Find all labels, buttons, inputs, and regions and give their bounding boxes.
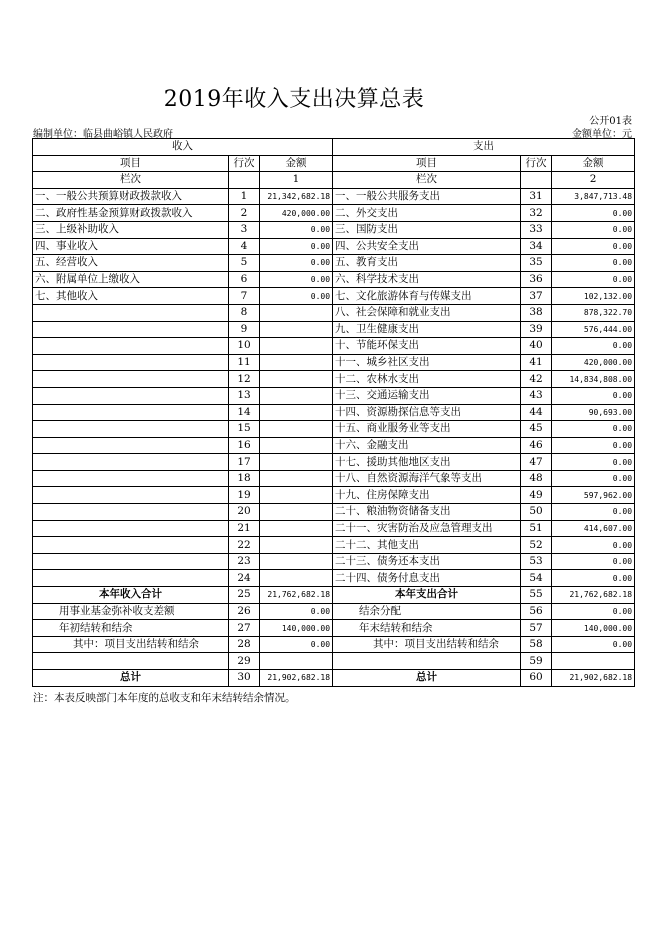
expense-summary-item: 结余分配 xyxy=(333,603,521,620)
income-row-no: 3 xyxy=(229,221,260,238)
income-amount xyxy=(260,338,333,355)
income-amount: 0.00 xyxy=(260,221,333,238)
income-summary-row-no: 25 xyxy=(229,587,260,604)
footnote: 注：本表反映部门本年度的总收支和年末结转结余情况。 xyxy=(33,692,296,704)
income-item: 七、其他收入 xyxy=(33,288,229,305)
table-row xyxy=(33,520,635,537)
income-summary-amount xyxy=(260,653,333,670)
income-item xyxy=(33,354,229,371)
expense-item: 三、国防支出 xyxy=(333,221,521,238)
expense-amount: 0.00 xyxy=(552,537,635,554)
income-summary-row-no: 27 xyxy=(229,620,260,637)
expense-item: 十二、农林水支出 xyxy=(333,371,521,388)
expense-item: 九、卫生健康支出 xyxy=(333,321,521,338)
income-col-item: 项目 xyxy=(33,155,229,172)
compiling-unit: 编制单位：临县曲峪镇人民政府 xyxy=(33,129,173,140)
budget-table xyxy=(32,138,635,687)
income-row-no: 20 xyxy=(229,504,260,521)
income-col-row: 行次 xyxy=(229,155,260,172)
table-row xyxy=(33,304,635,321)
income-amount xyxy=(260,520,333,537)
income-item xyxy=(33,487,229,504)
summary-row xyxy=(33,587,635,604)
expense-item: 十三、交通运输支出 xyxy=(333,387,521,404)
income-amount: 0.00 xyxy=(260,288,333,305)
income-summary-item xyxy=(33,653,229,670)
income-item xyxy=(33,470,229,487)
expense-amount: 3,847,713.48 xyxy=(552,188,635,205)
income-item xyxy=(33,437,229,454)
income-item xyxy=(33,338,229,355)
expense-summary-amount: 140,000.00 xyxy=(552,620,635,637)
table-row xyxy=(33,321,635,338)
expense-item: 二十一、灾害防治及应急管理支出 xyxy=(333,520,521,537)
table-row xyxy=(33,421,635,438)
expense-amount: 0.00 xyxy=(552,437,635,454)
income-amount xyxy=(260,570,333,587)
expense-amount: 0.00 xyxy=(552,454,635,471)
table-row xyxy=(33,338,635,355)
income-row-no: 8 xyxy=(229,304,260,321)
expense-summary-amount: 21,902,682.18 xyxy=(552,670,635,687)
income-row-no: 5 xyxy=(229,255,260,272)
expense-item: 十、节能环保支出 xyxy=(333,338,521,355)
expense-amount: 90,693.00 xyxy=(552,404,635,421)
expense-amount: 0.00 xyxy=(552,470,635,487)
table-row xyxy=(33,537,635,554)
expense-row-no: 36 xyxy=(521,271,552,288)
expense-summary-item: 总计 xyxy=(333,670,521,687)
expense-item: 六、科学技术支出 xyxy=(333,271,521,288)
expense-item: 二十二、其他支出 xyxy=(333,537,521,554)
expense-row-no: 40 xyxy=(521,338,552,355)
income-item: 六、附属单位上缴收入 xyxy=(33,271,229,288)
income-row-no: 2 xyxy=(229,205,260,222)
expense-summary-amount: 0.00 xyxy=(552,603,635,620)
income-item xyxy=(33,520,229,537)
income-item xyxy=(33,553,229,570)
expense-amount: 14,834,808.00 xyxy=(552,371,635,388)
table-row xyxy=(33,437,635,454)
income-amount xyxy=(260,404,333,421)
expense-item: 八、社会保障和就业支出 xyxy=(333,304,521,321)
income-summary-amount: 140,000.00 xyxy=(260,620,333,637)
income-amount: 420,000.00 xyxy=(260,205,333,222)
income-item xyxy=(33,454,229,471)
income-row-no: 13 xyxy=(229,387,260,404)
expense-row-no: 53 xyxy=(521,553,552,570)
expense-row-no: 54 xyxy=(521,570,552,587)
income-item xyxy=(33,304,229,321)
expense-amount: 0.00 xyxy=(552,221,635,238)
summary-row xyxy=(33,653,635,670)
income-row-no: 18 xyxy=(229,470,260,487)
expense-lanci-blank xyxy=(521,172,552,189)
income-summary-row-no: 29 xyxy=(229,653,260,670)
expense-item: 七、文化旅游体育与传媒支出 xyxy=(333,288,521,305)
expense-amount: 576,444.00 xyxy=(552,321,635,338)
expense-summary-item: 年末结转和结余 xyxy=(333,620,521,637)
income-amount xyxy=(260,553,333,570)
income-amount: 0.00 xyxy=(260,271,333,288)
income-row-no: 16 xyxy=(229,437,260,454)
income-row-no: 10 xyxy=(229,338,260,355)
table-row xyxy=(33,288,635,305)
income-row-no: 11 xyxy=(229,354,260,371)
income-item xyxy=(33,537,229,554)
table-row xyxy=(33,221,635,238)
income-item xyxy=(33,321,229,338)
income-row-no: 4 xyxy=(229,238,260,255)
expense-row-no: 51 xyxy=(521,520,552,537)
expense-item: 二十四、债务付息支出 xyxy=(333,570,521,587)
income-lanci: 栏次 xyxy=(33,172,229,189)
income-amount xyxy=(260,454,333,471)
expense-header: 支出 xyxy=(333,139,635,156)
expense-summary-item: 本年支出合计 xyxy=(333,587,521,604)
income-row-no: 24 xyxy=(229,570,260,587)
expense-summary-amount: 21,762,682.18 xyxy=(552,587,635,604)
expense-amount: 0.00 xyxy=(552,570,635,587)
table-row xyxy=(33,470,635,487)
income-summary-row-no: 30 xyxy=(229,670,260,687)
expense-amount: 0.00 xyxy=(552,553,635,570)
income-row-no: 21 xyxy=(229,520,260,537)
expense-summary-item: 其中：项目支出结转和结余 xyxy=(333,636,521,653)
income-item xyxy=(33,387,229,404)
income-item: 二、政府性基金预算财政拨款收入 xyxy=(33,205,229,222)
income-amount xyxy=(260,304,333,321)
expense-summary-row-no: 56 xyxy=(521,603,552,620)
expense-amount: 0.00 xyxy=(552,338,635,355)
income-amount xyxy=(260,371,333,388)
expense-row-no: 41 xyxy=(521,354,552,371)
income-item: 五、经营收入 xyxy=(33,255,229,272)
income-summary-amount: 21,762,682.18 xyxy=(260,587,333,604)
expense-item: 一、一般公共服务支出 xyxy=(333,188,521,205)
income-amount xyxy=(260,470,333,487)
table-row xyxy=(33,404,635,421)
income-summary-row-no: 26 xyxy=(229,603,260,620)
page-title: 2019年收入支出决算总表 xyxy=(163,87,425,112)
table-row xyxy=(33,387,635,404)
expense-row-no: 35 xyxy=(521,255,552,272)
income-col-no: 1 xyxy=(260,172,333,189)
expense-item: 十六、金融支出 xyxy=(333,437,521,454)
income-header: 收入 xyxy=(33,139,333,156)
expense-amount: 0.00 xyxy=(552,238,635,255)
income-item xyxy=(33,570,229,587)
income-row-no: 6 xyxy=(229,271,260,288)
expense-col-no: 2 xyxy=(552,172,635,189)
income-amount xyxy=(260,421,333,438)
summary-row xyxy=(33,670,635,687)
expense-amount: 414,607.00 xyxy=(552,520,635,537)
expense-row-no: 50 xyxy=(521,504,552,521)
expense-row-no: 52 xyxy=(521,537,552,554)
table-row xyxy=(33,454,635,471)
income-row-no: 9 xyxy=(229,321,260,338)
expense-item: 四、公共安全支出 xyxy=(333,238,521,255)
expense-item: 十七、援助其他地区支出 xyxy=(333,454,521,471)
expense-summary-amount xyxy=(552,653,635,670)
expense-summary-row-no: 58 xyxy=(521,636,552,653)
income-row-no: 15 xyxy=(229,421,260,438)
expense-row-no: 43 xyxy=(521,387,552,404)
income-item: 四、事业收入 xyxy=(33,238,229,255)
income-summary-item: 年初结转和结余 xyxy=(33,620,229,637)
table-row xyxy=(33,271,635,288)
expense-row-no: 44 xyxy=(521,404,552,421)
expense-row-no: 32 xyxy=(521,205,552,222)
table-row xyxy=(33,570,635,587)
income-item xyxy=(33,371,229,388)
expense-amount: 0.00 xyxy=(552,205,635,222)
amount-unit: 金额单位：元 xyxy=(572,129,632,140)
expense-item: 五、教育支出 xyxy=(333,255,521,272)
expense-col-amount: 金额 xyxy=(552,155,635,172)
income-row-no: 22 xyxy=(229,537,260,554)
income-summary-item: 总计 xyxy=(33,670,229,687)
income-summary-amount: 0.00 xyxy=(260,603,333,620)
expense-summary-row-no: 57 xyxy=(521,620,552,637)
income-col-amount: 金额 xyxy=(260,155,333,172)
expense-row-no: 33 xyxy=(521,221,552,238)
income-row-no: 23 xyxy=(229,553,260,570)
income-amount xyxy=(260,354,333,371)
income-amount xyxy=(260,504,333,521)
expense-item: 十一、城乡社区支出 xyxy=(333,354,521,371)
table-row xyxy=(33,371,635,388)
expense-row-no: 49 xyxy=(521,487,552,504)
income-summary-item: 本年收入合计 xyxy=(33,587,229,604)
income-item xyxy=(33,421,229,438)
expense-amount: 878,322.70 xyxy=(552,304,635,321)
expense-amount: 102,132.00 xyxy=(552,288,635,305)
expense-item: 二十三、债务还本支出 xyxy=(333,553,521,570)
income-amount xyxy=(260,437,333,454)
expense-item: 十八、自然资源海洋气象等支出 xyxy=(333,470,521,487)
income-summary-amount: 21,902,682.18 xyxy=(260,670,333,687)
expense-amount: 597,962.00 xyxy=(552,487,635,504)
expense-row-no: 39 xyxy=(521,321,552,338)
table-row xyxy=(33,354,635,371)
expense-amount: 0.00 xyxy=(552,504,635,521)
summary-row xyxy=(33,620,635,637)
table-row xyxy=(33,205,635,222)
expense-summary-row-no: 59 xyxy=(521,653,552,670)
expense-item: 二、外交支出 xyxy=(333,205,521,222)
expense-summary-item xyxy=(333,653,521,670)
income-item: 一、一般公共预算财政拨款收入 xyxy=(33,188,229,205)
income-amount: 21,342,682.18 xyxy=(260,188,333,205)
expense-summary-row-no: 55 xyxy=(521,587,552,604)
income-row-no: 1 xyxy=(229,188,260,205)
income-amount xyxy=(260,321,333,338)
summary-row xyxy=(33,636,635,653)
expense-item: 十五、商业服务业等支出 xyxy=(333,421,521,438)
income-item xyxy=(33,404,229,421)
expense-item: 二十、粮油物资储备支出 xyxy=(333,504,521,521)
expense-amount: 420,000.00 xyxy=(552,354,635,371)
income-amount xyxy=(260,487,333,504)
income-amount: 0.00 xyxy=(260,238,333,255)
income-summary-item: 其中：项目支出结转和结余 xyxy=(33,636,229,653)
income-summary-amount: 0.00 xyxy=(260,636,333,653)
income-lanci-blank xyxy=(229,172,260,189)
expense-amount: 0.00 xyxy=(552,421,635,438)
income-row-no: 19 xyxy=(229,487,260,504)
table-row xyxy=(33,238,635,255)
income-summary-row-no: 28 xyxy=(229,636,260,653)
expense-row-no: 38 xyxy=(521,304,552,321)
expense-row-no: 31 xyxy=(521,188,552,205)
income-summary-item: 用事业基金弥补收支差额 xyxy=(33,603,229,620)
expense-summary-amount: 0.00 xyxy=(552,636,635,653)
income-amount xyxy=(260,387,333,404)
income-item: 三、上级补助收入 xyxy=(33,221,229,238)
expense-row-no: 45 xyxy=(521,421,552,438)
expense-item: 十四、资源勘探信息等支出 xyxy=(333,404,521,421)
expense-item: 十九、住房保障支出 xyxy=(333,487,521,504)
expense-col-row: 行次 xyxy=(521,155,552,172)
expense-lanci: 栏次 xyxy=(333,172,521,189)
expense-col-item: 项目 xyxy=(333,155,521,172)
expense-amount: 0.00 xyxy=(552,255,635,272)
form-number: 公开01表 xyxy=(589,116,632,127)
expense-row-no: 46 xyxy=(521,437,552,454)
expense-row-no: 37 xyxy=(521,288,552,305)
expense-summary-row-no: 60 xyxy=(521,670,552,687)
table-row xyxy=(33,504,635,521)
table-row xyxy=(33,553,635,570)
income-row-no: 12 xyxy=(229,371,260,388)
table-row xyxy=(33,487,635,504)
income-item xyxy=(33,504,229,521)
income-row-no: 17 xyxy=(229,454,260,471)
income-amount: 0.00 xyxy=(260,255,333,272)
income-row-no: 14 xyxy=(229,404,260,421)
table-row xyxy=(33,255,635,272)
table-row xyxy=(33,188,635,205)
income-row-no: 7 xyxy=(229,288,260,305)
income-amount xyxy=(260,537,333,554)
expense-amount: 0.00 xyxy=(552,387,635,404)
expense-amount: 0.00 xyxy=(552,271,635,288)
summary-row xyxy=(33,603,635,620)
expense-row-no: 47 xyxy=(521,454,552,471)
expense-row-no: 42 xyxy=(521,371,552,388)
expense-row-no: 34 xyxy=(521,238,552,255)
expense-row-no: 48 xyxy=(521,470,552,487)
